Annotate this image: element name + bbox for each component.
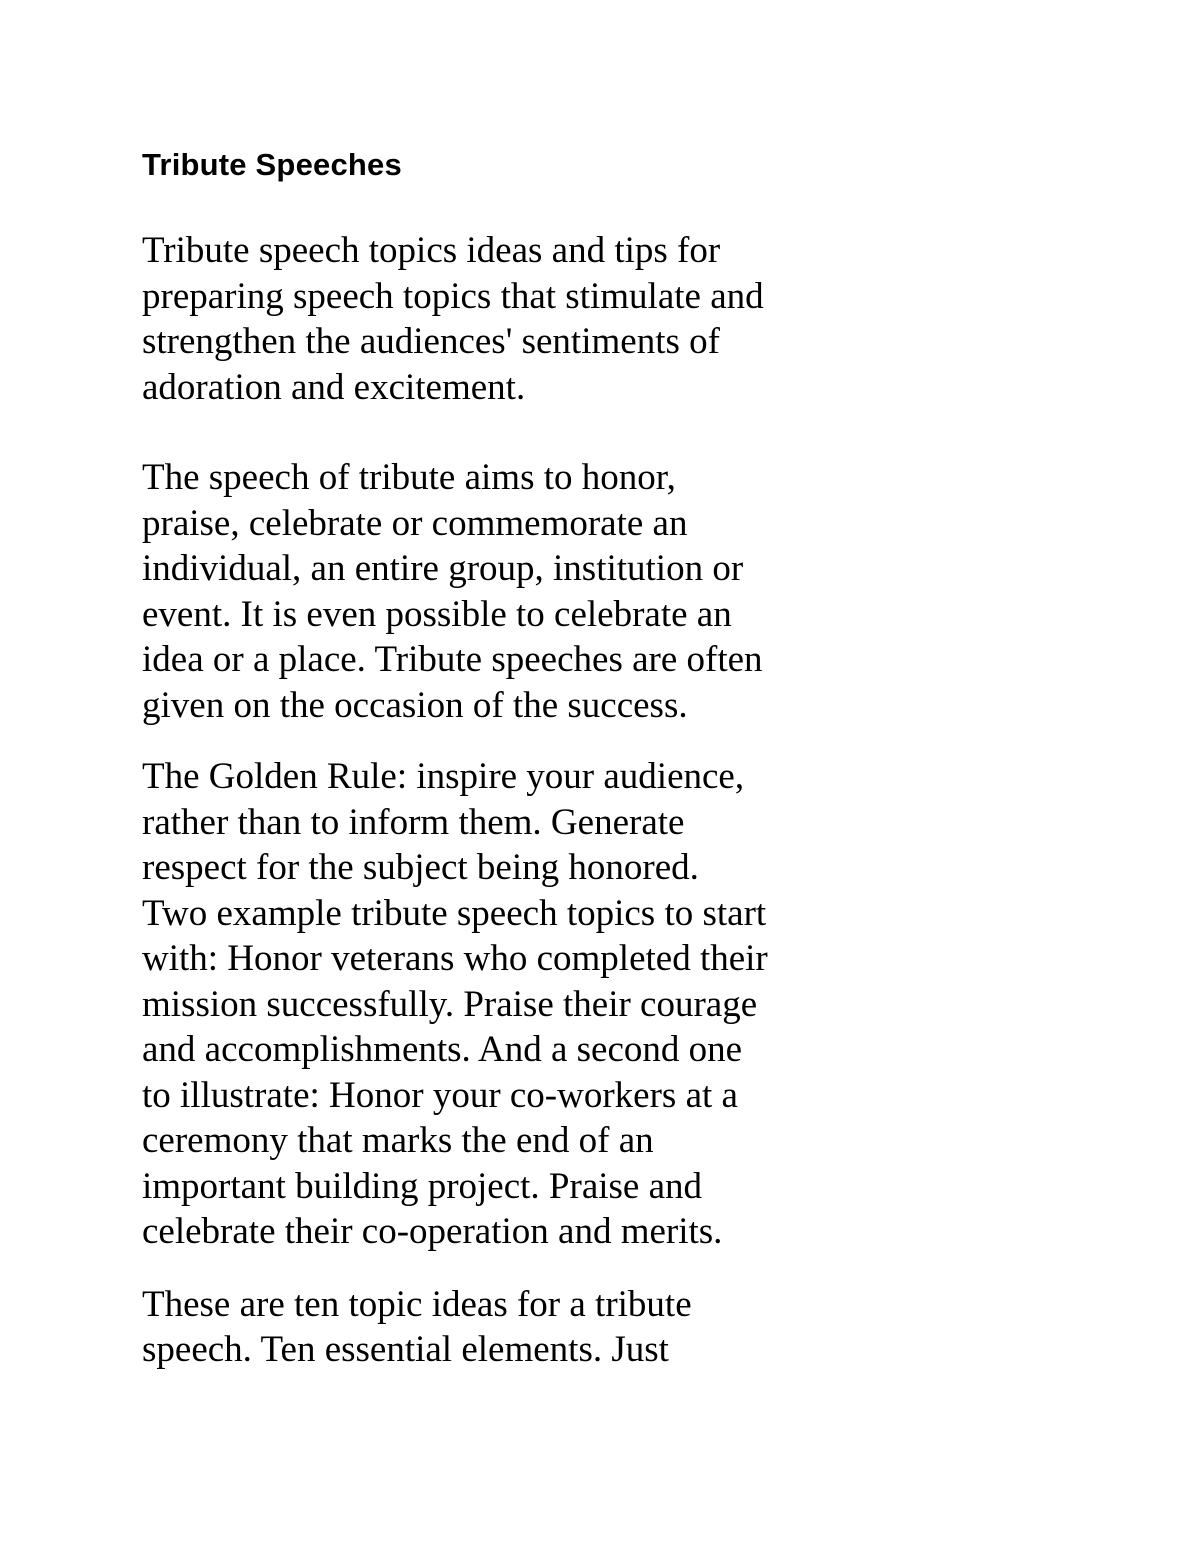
text-line: given on the occasion of the success.	[142, 684, 688, 726]
document-body	[142, 143, 842, 1373]
text-line: preparing speech topics that stimulate and	[142, 275, 764, 317]
text-line: event. It is even possible to celebrate an	[142, 593, 732, 635]
text-line: respect for the subject being honored.	[142, 847, 699, 888]
text-line: The speech of tribute aims to honor,	[142, 457, 676, 498]
text-line: to illustrate: Honor your co-workers at a	[142, 1074, 738, 1116]
text-line: idea or a place. Tribute speeches are often	[142, 639, 763, 680]
paragraph-definition	[142, 455, 842, 728]
text-line: These are ten topic ideas for a tribute	[142, 1283, 692, 1325]
text-line: Two example tribute speech topics to start	[142, 892, 767, 934]
page-title: Tribute Speeches	[142, 147, 402, 182]
text-line: The Golden Rule: inspire your audience,	[142, 756, 745, 797]
text-line: individual, an entire group, institution or	[142, 548, 744, 589]
text-line: important building project. Praise and	[142, 1165, 703, 1207]
text-line: with: Honor veterans who completed their	[142, 938, 768, 979]
text-line: adoration and excitement.	[142, 366, 526, 408]
text-line: speech. Ten essential elements. Just	[142, 1329, 669, 1370]
text-line: mission successfully. Praise their courage	[142, 983, 758, 1025]
text-line: and accomplishments. And a second one	[142, 1029, 743, 1070]
text-line: Tribute speech topics ideas and tips for	[142, 230, 721, 271]
paragraph-golden-rule	[142, 754, 842, 1255]
text-line: praise, celebrate or commemorate an	[142, 502, 688, 544]
text-line: ceremony that marks the end of an	[142, 1120, 654, 1161]
text-line: celebrate their co-operation and merits.	[142, 1211, 723, 1252]
paragraph-intro	[142, 228, 842, 410]
text-line: rather than to inform them. Generate	[142, 801, 685, 843]
text-line: strengthen the audiences' sentiments of	[142, 321, 720, 362]
paragraph-ten-topics	[142, 1282, 842, 1373]
